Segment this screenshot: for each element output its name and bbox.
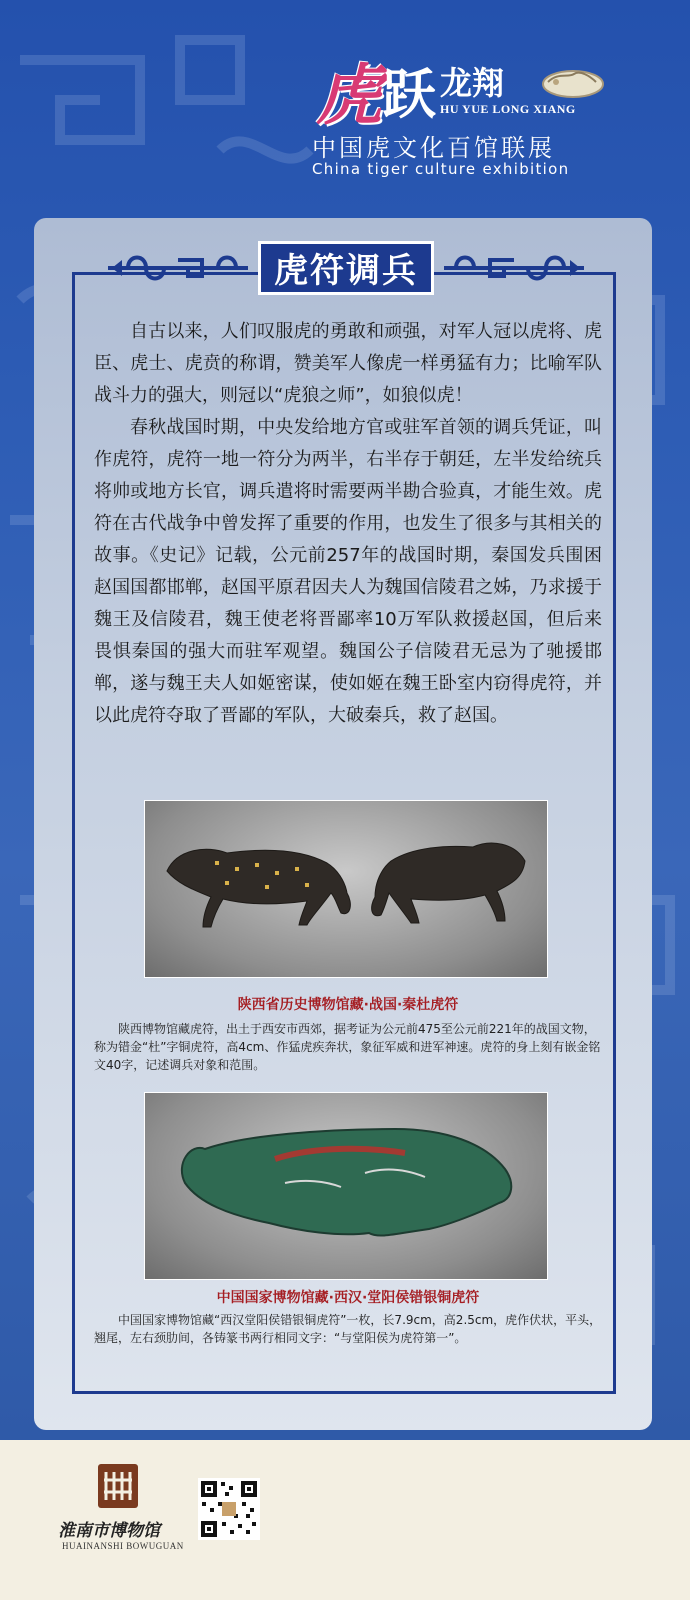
header-char-hu: 虎 [316, 56, 382, 134]
museum-name: 淮南市博物馆 [58, 1521, 160, 1541]
header-longxiang: 龙翔 [440, 64, 505, 102]
exhibit-1-caption: 陕西省历史博物馆藏·战国·秦杜虎符 [237, 997, 459, 1013]
exhibit-photo-tangyang-tiger-tally [144, 1092, 548, 1280]
museum-name-en: HUAINANSHI BOWUGUAN [62, 1541, 184, 1551]
qr-code-icon[interactable] [198, 1478, 260, 1540]
exhibit-1-description-text: 陕西博物馆藏虎符，出土于西安市西郊，据考证为公元前475至公元前221年的战国文物，称为错金“杜”字铜虎符，高4cm、作猛虎疾奔状，象征军威和进军神速。虎符的身上刻有嵌金铭文40字，记述调兵对象和范围。 [94, 1022, 601, 1072]
article-paragraph-1: 自古以来，人们叹服虎的勇敢和顽强，对军人冠以虎将、虎臣、虎士、虎贲的称谓，赞美军人像虎一样勇猛有力；比喻军队战斗力的强大，则冠以“虎狼之师”，如狼似虎！ [94, 321, 602, 406]
article-paragraph-2: 春秋战国时期，中央发给地方官或驻军首领的调兵凭证，叫作虎符，虎符一地一符分为两半，右半存于朝廷，左半发给统兵将帅或地方长官，调兵遣将时需要两半勘合验真，才能生效。虎符在古代战争中曾发挥了重要的作用，也发生了很多与其相关的故事。《史记》记载，公元前257年的战国时期，秦国发兵围困赵国国都邯郸，赵国平原君因夫人为魏国信陵君之姊，乃求援于魏王及信陵君，魏王使老将晋鄙率10万军队救援赵国，但后来畏惧秦国的强大而驻军观望。魏国公子信陵君无忌为了驰援邯郸，遂与魏王夫人如姬密谋，使如姬在魏王卧室内窃得虎符，并以此虎符夺取了晋鄙的军队，大破秦兵，救了赵国。 [94, 417, 602, 726]
header-title-en: China tiger culture exhibition [312, 160, 570, 178]
section-title: 虎符调兵 [258, 241, 434, 295]
tiger-tally-crouching-icon [145, 1093, 547, 1279]
main-article [94, 316, 602, 732]
exhibition-header [300, 40, 680, 190]
museum-logo-icon [98, 1464, 138, 1508]
header-title-cn: 中国虎文化百馆联展 [312, 134, 555, 162]
header-char-yue: 跃 [382, 62, 436, 126]
exhibit-2-description-text: 中国国家博物馆藏“西汉堂阳侯错银铜虎符”一枚，长7.9cm，高2.5cm，虎作伏状，平头，翘尾，左右颈肋间，各铸篆书两行相同文字：“与堂阳侯为虎符第一”。 [94, 1313, 602, 1345]
header-pinyin: HU YUE LONG XIANG [440, 102, 576, 116]
exhibit-2-caption: 中国国家博物馆藏·西汉·堂阳侯错银铜虎符 [216, 1290, 480, 1306]
exhibit-2-description [94, 1311, 602, 1347]
exhibit-photo-du-tiger-tally [144, 800, 548, 978]
jade-tiger-icon [540, 66, 606, 100]
tiger-tally-pair-icon [145, 801, 547, 977]
exhibit-1-description [94, 1020, 602, 1074]
